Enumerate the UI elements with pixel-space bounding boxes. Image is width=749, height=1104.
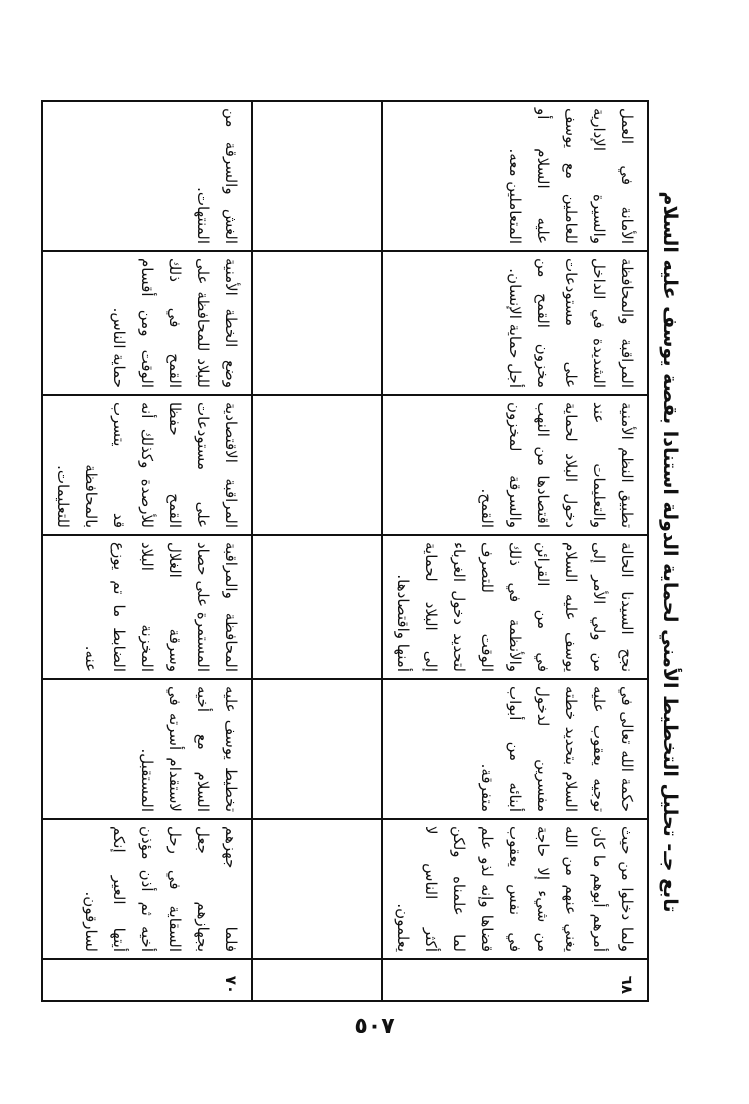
table-row — [382, 101, 648, 1001]
verse-number: ٧٠ — [42, 959, 252, 1001]
table-cell: الغش والسرقة من المنتهات. — [42, 101, 252, 251]
empty-cell — [252, 959, 382, 1001]
table-cell: المراقبة والمحافظة الشديدة في الداخل على مستودعات مخزون القمح من أجل حماية الإنسان. — [382, 251, 648, 395]
table-row — [252, 101, 382, 1001]
empty-cell — [252, 395, 382, 535]
table-cell: وضع الخطة الأمنية للبلاد للمحافظة على القمح في ذلك الوقت ومن أقسام حماية الناس. — [42, 251, 252, 395]
page-title: تابع جـ- تحليل التخطيط الأمني لحماية الدولة استنادا بقصة يوسف عليه السلام — [659, 191, 681, 913]
table-cell: نجح السيدنا الحالة من ولي الأمر إلى يوسف عليه السلام في من القرائن والأنظمة في ذلك الوقت للتصرف لتحديد دخول الغرباء إلى البلاد لحماية أمنها واقتصادها. — [382, 535, 648, 679]
table-row — [42, 101, 252, 1001]
empty-cell — [252, 679, 382, 819]
table-cell: ولما دخلوا من حيث أمرهم أبوهم ما كان يغني عنهم من الله من شيء إلا حاجة في نفس يعقوب قضاها وإنه لذو علم لما علمناه ولكن أكثر الناس لا يعلمون. — [382, 819, 648, 959]
empty-cell — [252, 101, 382, 251]
verse-number: ٦٨ — [382, 959, 648, 1001]
analysis-table — [41, 100, 649, 1002]
table-cell: تطبيق النظم الأمنية والتعليمات عند دخول البلاد لحماية اقتصادها من النهب والسرقة لمخزون القمح. — [382, 395, 648, 535]
table-cell: تخطيط يوسف عليه السلام مع أخيه لاستقدام أسرته في المستقبل. — [42, 679, 252, 819]
table-cell: المحافظة والمراقبة المستمرة على حصاد وسرقة الغلال المخزنة البلاد الضابط ما تم يوزع عنه. — [42, 535, 252, 679]
table-cell: حكمة الله تعالى في توجيه يعقوب عليه السلام بتحديد خطته مفسرين لدخول أبنائه من أبواب متفرقة. — [382, 679, 648, 819]
table-cell: الأمانة في العمل والسيرة الإدارية للعاملين مع يوسف عليه السلام أو المتعاملين معه. — [382, 101, 648, 251]
empty-cell — [252, 819, 382, 959]
page-number: ٥٠٧ — [354, 1014, 395, 1039]
empty-cell — [252, 251, 382, 395]
empty-cell — [252, 535, 382, 679]
table-cell: فلما جهزهم بجهازهم جعل السقاية في رحل أخيه ثم أذن مؤذن أيتها العير إنكم لسارقون. — [42, 819, 252, 959]
table-cell: المراقبة الاقتصادية على مستودعات القمح حفظا للأرصدة وكذلك أنه قد يتسرب بالمحافظة للتعليمات. — [42, 395, 252, 535]
